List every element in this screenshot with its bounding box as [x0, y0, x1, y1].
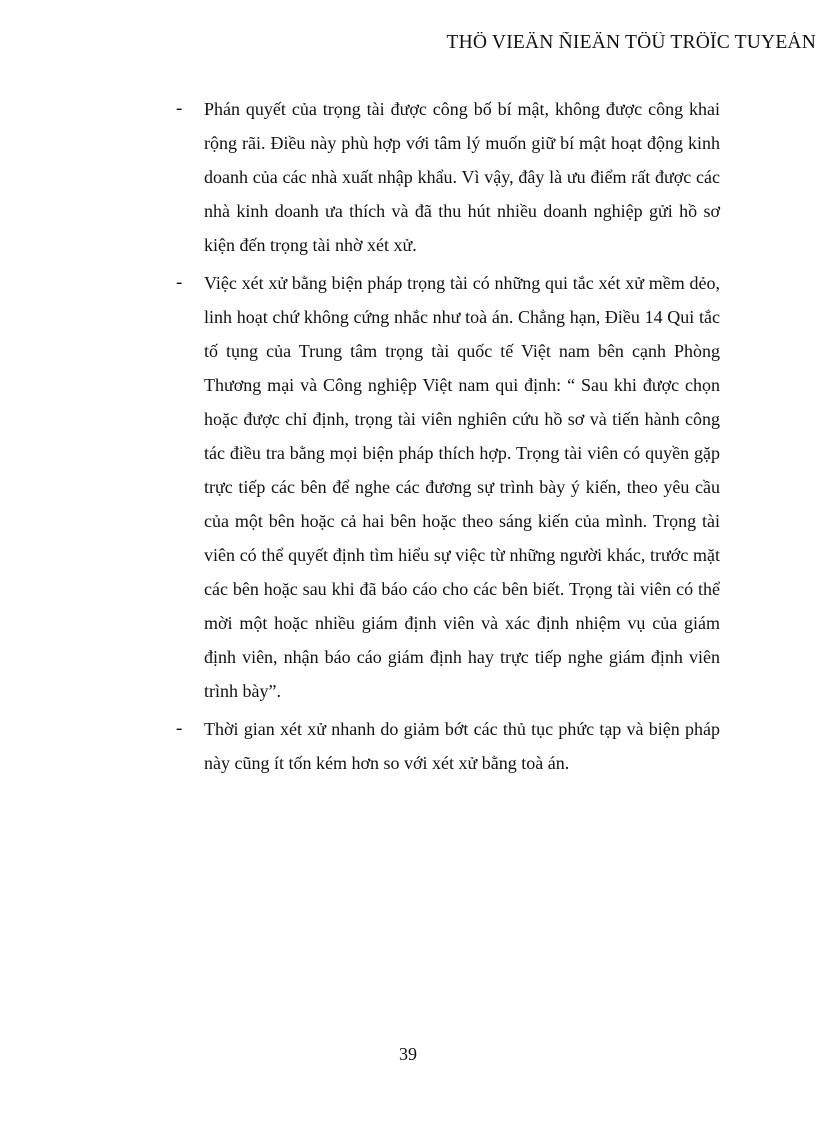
bullet-item-text: Phán quyết của trọng tài được công bố bí mật, không được công khai rộng rãi. Điều này phù hợp với tâm lý muốn giữ bí mật hoạt động kinh doanh của các nhà xuất nhập khẩu. Vì vậy, đây là ưu điểm rất được các nhà kinh doanh ưa thích và đã thu hút nhiều doanh nghiệp gửi hồ sơ kiện đến trọng tài nhờ xét xử.: [204, 99, 720, 255]
bullet-item-text: Thời gian xét xử nhanh do giảm bớt các thủ tục phức tạp và biện pháp này cũng ít tốn kém hơn so với xét xử bằng toà án.: [204, 719, 720, 773]
bullet-dash: -: [176, 718, 183, 739]
bullet-dash: -: [176, 272, 183, 293]
page-number: 39: [399, 1044, 417, 1064]
bullet-dash: -: [176, 98, 183, 119]
bullet-item-text: Việc xét xử bằng biện pháp trọng tài có những qui tắc xét xử mềm dẻo, linh hoạt chứ không cứng nhắc như toà án. Chẳng hạn, Điều 14 Qui tắc tố tụng của Trung tâm trọng tài quốc tế Việt nam bên cạnh Phòng Thương mại và Công nghiệp Việt nam qui định: “ Sau khi được chọn hoặc được chỉ định, trọng tài viên nghiên cứu hồ sơ và tiến hành công tác điều tra bằng mọi biện pháp thích hợp. Trọng tài viên có quyền gặp trực tiếp các bên để nghe các đương sự trình bày ý kiến, theo yêu cầu của một bên hoặc cả hai bên hoặc theo sáng kiến của mình. Trọng tài viên có thể quyết định tìm hiểu sự việc từ những người khác, trước mặt các bên hoặc sau khi đã báo cáo cho các bên biết. Trọng tài viên có thể mời một hoặc nhiều giám định viên và xác định nhiệm vụ của giám định viên, nhận báo cáo giám định hay trực tiếp nghe giám định viên trình bày”.: [204, 273, 720, 701]
bullet-item: [176, 712, 720, 780]
running-header: THÖ VIEÄN ÑIEÄN TÖÛ TRÖÏC TUYEÁN: [446, 32, 816, 53]
bullet-item: [176, 92, 720, 262]
body-text: [176, 92, 720, 784]
bullet-item: [176, 266, 720, 708]
